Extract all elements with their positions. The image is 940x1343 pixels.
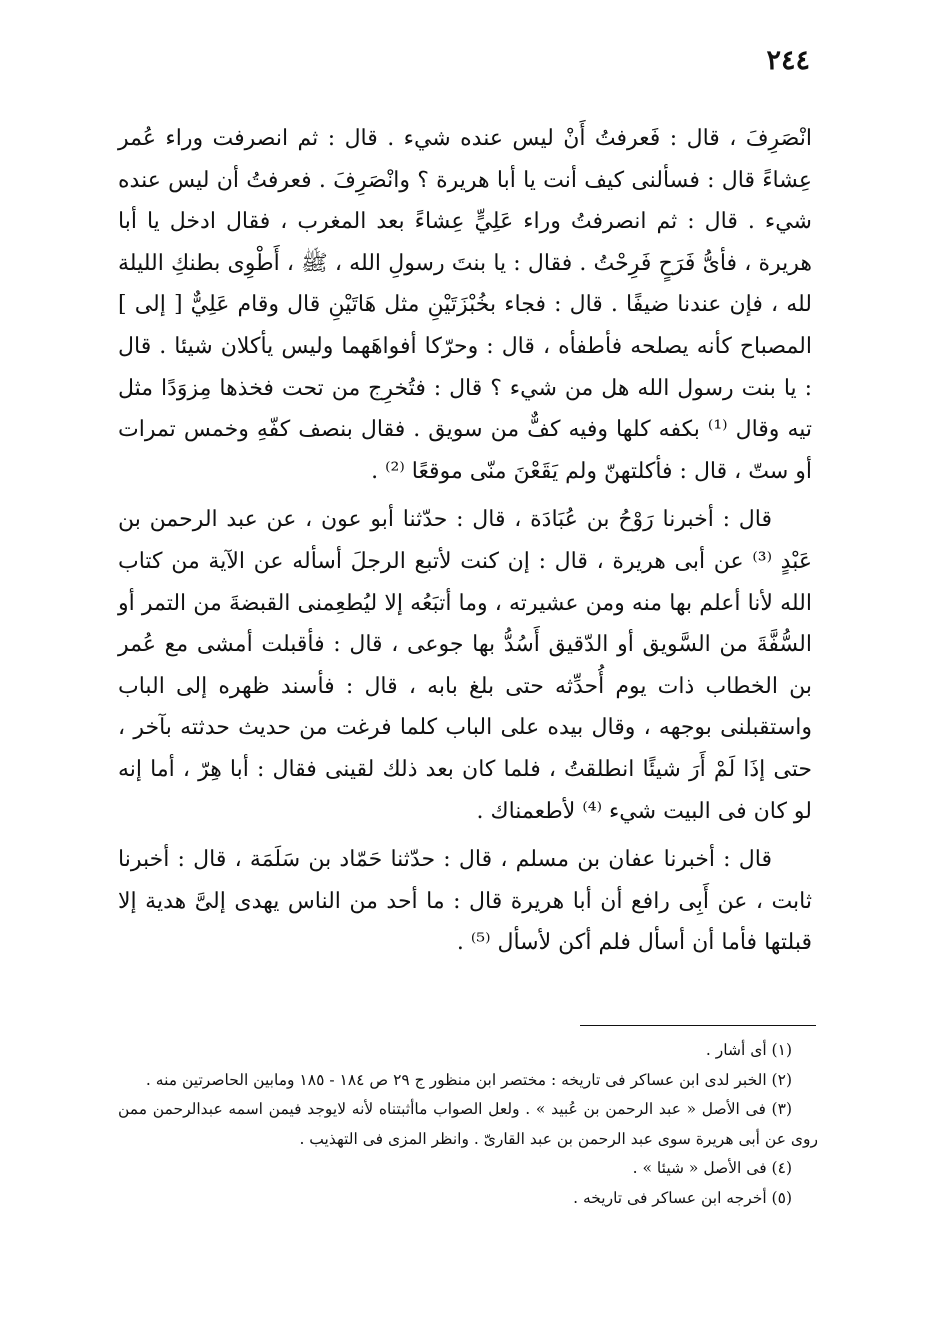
page-number: ٢٤٤	[766, 45, 810, 76]
footnote-4: (٤) فى الأصل « شيئا » .	[632, 1159, 792, 1178]
footnote-5: (٥) أخرجه ابن عساكر فى تاريخه .	[573, 1188, 792, 1207]
paragraph-2: قال : أخبرنا رَوْحُ بن عُبَادَة ، قال : حدّثنا أبو عون ، عن عبد الرحمن بن عَبْدٍ ⁽³⁾ عن أبى هريرة ، قال : إن كنت لأتبع الرجلَ أسأله عن الآية من كتاب الله لأنا أعلم بها منه ومن عشيرته ، وما أتبَعُه إلا ليُطعِمنى القبضةَ من التمر أو السُّفَّةَ من السَّويق أو الدّقيق أَسُدُّ بها جوعى ، قال : فأقبلت أمشى مع عُمر بن الخطاب ذات يوم أُحدِّثه حتى بلغ بابه ، قال : فأسند ظهره إلى الباب واستقبلنى بوجهه ، وقال بيده على الباب كلما فرغت من حديث حدثته بآخر ، حتى إذَا لَمْ أَرَ شيئًا انطلقتُ ، فلما كان بعد ذلك لقينى فقال : أبا هِرّ ، أما إنه لو كان فى البيت شيء ⁽⁴⁾ لأطعمناك .	[118, 507, 812, 824]
footnote-1: (١) أى أشار .	[705, 1041, 792, 1059]
footnote-2: (٢) الخبر لدى ابن عساكر فى تاريخه : مختصر ابن منظور ج ٢٩ ص ١٨٤ - ١٨٥ ومابين الحاصرتين منه .	[145, 1070, 792, 1089]
footnote-3: (٣) فى الأصل « عبد الرحمن بن عُبيد » . ولعل الصواب ماأثبتناه لأنه لايوجد فيمن اسمه عبدالرحمن ممن روى عن أبى هريرة سوى عبد الرحمن بن عبد القارىّ . وانظر المزى فى التهذيب .	[118, 1100, 818, 1148]
footnote-separator	[580, 1025, 816, 1026]
footnotes	[118, 1036, 818, 1214]
paragraph-1: انْصَرِفَ ، قال : فَعرفتُ أَنْ ليس عنده شيء . قال : ثم انصرفت وراء عُمر عِشاءً قال : فسألنى كيف أنت يا أبا هريرة ؟ وانْصَرِفَ . فعرفتُ أن ليس عنده شيء . قال : ثم انصرفتُ وراء عَلِيٍّ عِشاءً بعد المغرب ، فقال ادخل يا أبا هريرة ، فأىُّ فَرَحٍ فَرِحْتُ . فقال : يا بنتَ رسولِ الله ، ﷺ ، أَطْوِى بطنكِ الليلة لله ، فإن عندنا ضيفًا . قال : فجاء بخُبْزَتَيْنِ مثل هَاتَيْنِ قال وقام عَلِيٌّ [ إلى ] المصباح كأنه يصلحه فأطفأه ، قال : وحرّكا أفواهَهما وليس يأكلان شيئا . قال : يا بنت رسول الله هل من شيء ؟ قال : فتُخرِج من تحت فخذها مِزوَدًا مثل تيه وقال ⁽¹⁾ بكفه كلها وفيه كفٌّ من سويق . فقال بنصف كفّهِ وخمس تمرات أو ستّ ، قال : فأكلتهنّ ولم يَقَعْنَ منّى موقعًا ⁽²⁾ .	[118, 126, 813, 484]
body-text	[118, 118, 812, 964]
paragraph-3: قال : أخبرنا عفان بن مسلم ، قال : حدّثنا حَمّاد بن سَلَمَة ، قال : أخبرنا ثابت ، عن أَبِى رافع أن أبا هريرة قال : ما أحد من الناس يهدى إلىَّ هدية إلا قبلتها فأما أن أسأل فلم أكن لأسأل ⁽⁵⁾ .	[118, 847, 812, 956]
